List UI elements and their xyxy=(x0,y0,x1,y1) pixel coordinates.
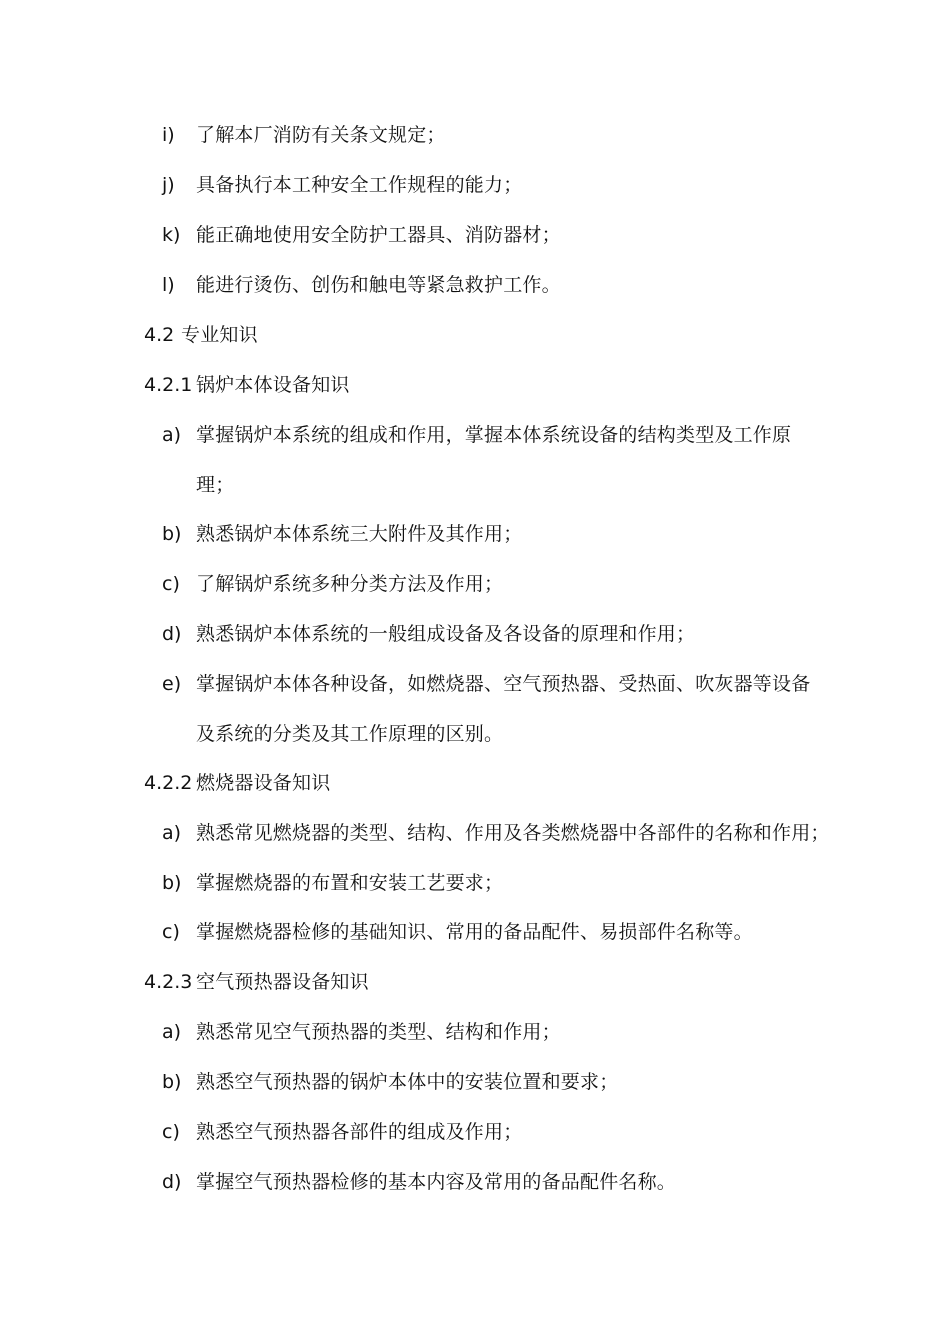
list-item-text: 掌握空气预热器检修的基本内容及常用的备品配件名称。 xyxy=(196,1171,677,1193)
list-marker: a) xyxy=(162,1021,182,1043)
section-number: 4.2 xyxy=(144,324,175,346)
list-item-text: 能进行烫伤、创伤和触电等紧急救护工作。 xyxy=(196,274,561,296)
list-item-text: 熟悉锅炉本体系统三大附件及其作用； xyxy=(196,523,523,545)
list-marker: d) xyxy=(162,1171,182,1193)
list-item-text: 熟悉空气预热器各部件的组成及作用； xyxy=(196,1121,523,1143)
list-marker: a) xyxy=(162,822,182,844)
list-marker: l) xyxy=(162,274,175,296)
list-marker: d) xyxy=(162,623,182,645)
section-number: 4.2.1 xyxy=(144,374,193,396)
list-item-text: 熟悉空气预热器的锅炉本体中的安装位置和要求； xyxy=(196,1071,619,1093)
section-title: 空气预热器设备知识 xyxy=(196,971,369,993)
list-item-text: 熟悉常见空气预热器的类型、结构和作用； xyxy=(196,1021,561,1043)
list-marker: c) xyxy=(162,573,180,595)
list-marker: e) xyxy=(162,673,182,695)
section-title: 专业知识 xyxy=(181,324,258,346)
list-item-text: 具备执行本工种安全工作规程的能力； xyxy=(196,174,523,196)
section-number: 4.2.3 xyxy=(144,971,193,993)
list-marker: i) xyxy=(162,124,175,146)
list-marker: b) xyxy=(162,872,182,894)
list-marker: j) xyxy=(162,174,175,196)
list-item-text: 熟悉锅炉本体系统的一般组成设备及各设备的原理和作用； xyxy=(196,623,696,645)
list-item-continuation: 及系统的分类及其工作原理的区别。 xyxy=(196,723,504,745)
section-title: 燃烧器设备知识 xyxy=(196,772,331,794)
list-marker: b) xyxy=(162,1071,182,1093)
section-title: 锅炉本体设备知识 xyxy=(196,374,350,396)
list-item-text: 了解锅炉系统多种分类方法及作用； xyxy=(196,573,504,595)
list-item-text: 能正确地使用安全防护工器具、消防器材； xyxy=(196,224,561,246)
list-item-text: 掌握锅炉本系统的组成和作用，掌握本体系统设备的结构类型及工作原 xyxy=(196,424,792,446)
list-item-text: 了解本厂消防有关条文规定； xyxy=(196,124,446,146)
list-marker: k) xyxy=(162,224,181,246)
list-item-text: 掌握燃烧器检修的基础知识、常用的备品配件、易损部件名称等。 xyxy=(196,921,753,943)
list-marker: b) xyxy=(162,523,182,545)
list-item-text: 掌握锅炉本体各种设备，如燃烧器、空气预热器、受热面、吹灰器等设备 xyxy=(196,673,811,695)
section-number: 4.2.2 xyxy=(144,772,193,794)
list-item-text: 熟悉常见燃烧器的类型、结构、作用及各类燃烧器中各部件的名称和作用； xyxy=(196,822,830,844)
list-marker: c) xyxy=(162,921,180,943)
list-marker: c) xyxy=(162,1121,180,1143)
list-marker: a) xyxy=(162,424,182,446)
list-item-continuation: 理； xyxy=(196,474,235,496)
list-item-text: 掌握燃烧器的布置和安装工艺要求； xyxy=(196,872,504,894)
